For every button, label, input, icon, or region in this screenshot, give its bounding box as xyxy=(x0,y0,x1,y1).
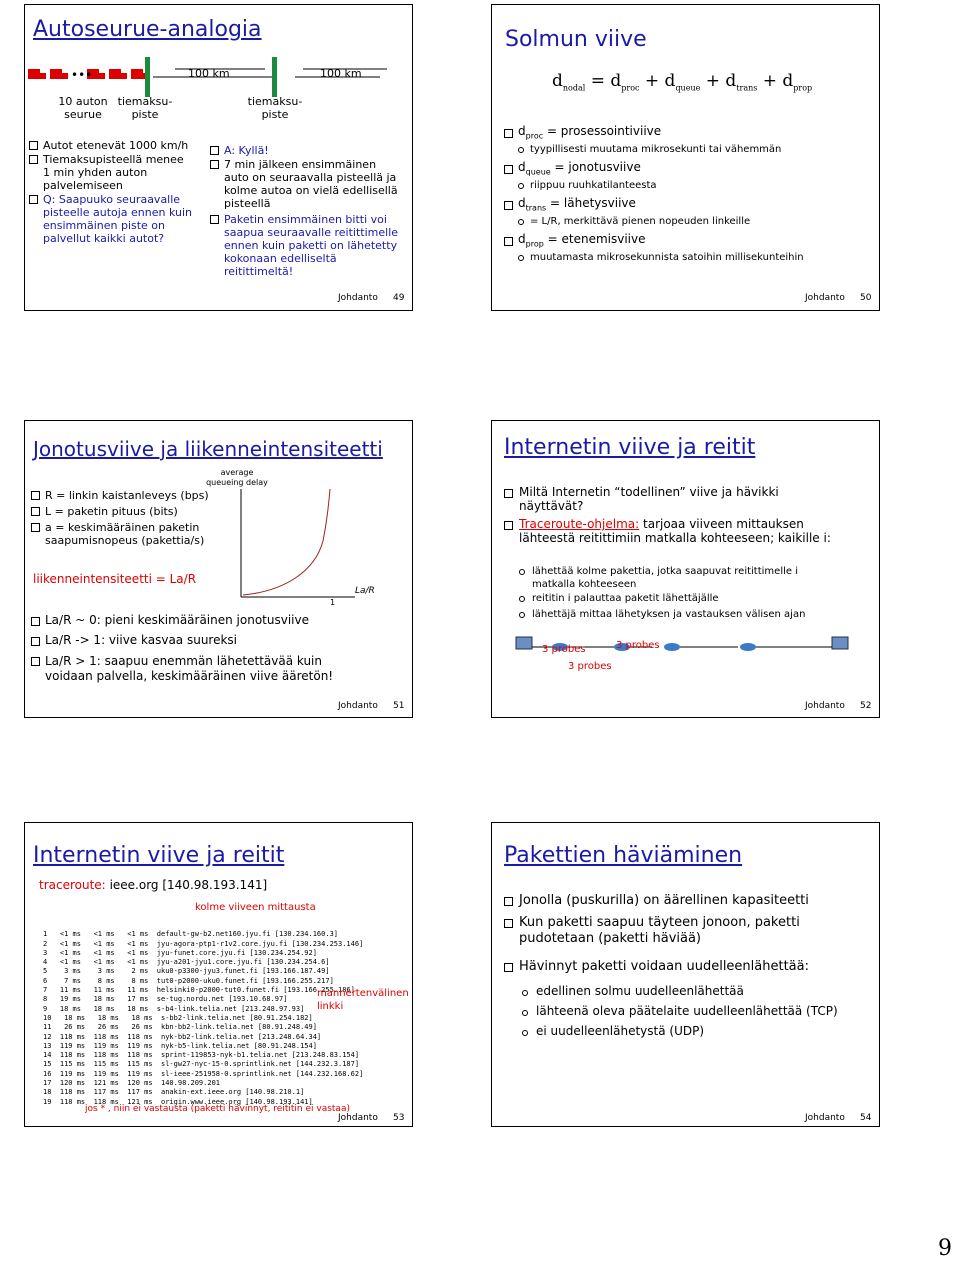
slide-51 xyxy=(24,420,413,718)
slide-number: 50 xyxy=(860,293,872,303)
delay-trans: $d_{trans}$ = lähetysviive xyxy=(518,196,636,213)
bullet-icon xyxy=(31,491,40,500)
delay-prop: $d_{prop}$ = etenemisviive xyxy=(518,232,646,249)
intensity-definition: liikenneintensiteetti = La/R xyxy=(33,572,197,586)
slide-title: Internetin viive ja reitit xyxy=(504,435,756,460)
probes-label: 3 probes xyxy=(568,661,612,672)
note-transatlantic-link: mannertenvälinen linkki xyxy=(317,988,409,1012)
bullet-text: L = paketin pituus (bits) xyxy=(45,505,178,518)
router-icon xyxy=(664,643,680,651)
bullet-text: Q: Saapuuko seuraavalle pisteelle autoja ennen kuin ensimmäinen piste on palvellut kaikki autot? xyxy=(43,193,193,245)
sub-bullet-text: lähteenä oleva päätelaite uudelleenlähettää (TCP) xyxy=(536,1004,838,1018)
sub-bullet-icon xyxy=(518,183,524,189)
slide-number: 52 xyxy=(860,701,872,711)
case-text: La/R ~ 0: pieni keskimääräinen jonotusviive xyxy=(45,613,309,627)
bullet-text: Miltä Internetin “todellinen” viive ja hävikki näyttävät? xyxy=(519,485,779,513)
delay-queue: $d_{queue}$ = jonotusviive xyxy=(518,160,641,177)
bullet-icon xyxy=(504,489,513,498)
slide-title: Internetin viive ja reitit xyxy=(33,843,285,868)
bullet-text: Kun paketti saapuu täyteen jonoon, paketti pudotetaan (paketti häviää) xyxy=(519,915,800,946)
bullet-icon xyxy=(504,201,513,210)
sub-bullet-icon xyxy=(522,990,528,996)
footer-label: Johdanto xyxy=(805,701,845,711)
footer-label: Johdanto xyxy=(338,1113,378,1123)
slide-number: 54 xyxy=(860,1113,872,1123)
delay-prop-detail: muutamasta mikrosekunnista satoihin millisekunteihin xyxy=(530,252,804,263)
bullet-icon xyxy=(210,215,219,224)
probes-label: 3 probes xyxy=(616,640,660,651)
sub-bullet-icon xyxy=(518,147,524,153)
sub-bullet-icon xyxy=(519,596,525,602)
bullet-icon xyxy=(504,237,513,246)
slide-title: Solmun viive xyxy=(505,27,647,52)
bullet-icon xyxy=(31,617,40,626)
slide-50 xyxy=(491,4,880,311)
traceroute-output: 1 <1 ms <1 ms <1 ms default-gw-b2.net160.jyu.fi [130.234.160.3] 2 <1 ms <1 ms <1 ms jyu-agora-ptp1-r1v2.core.jyu.fi [130.234.253.146] 3 <1 ms <1 ms <1 ms jyu-funet.core.jyu.fi [130.234.254.92] 4 <1 ms <1 ms <1 ms jyu-a201-jyu1.core.jyu.fi [130.234.254.6] 5 3 ms 3 ms 2 ms uku0-p3300-jyu3.funet.fi [193.166.187.49] 6 7 ms 8 ms 8 ms tut0-p2000-uku0.funet.fi [193.166.255.217] 7 11 ms 11 ms 11 ms helsinki0-p2000-tut0.funet.fi [193.166.255.186] 8 19 ms 18 ms 17 ms se-tug.nordu.net [193.10.68.97] 9 18 ms 18 ms 18 ms s-b4-link.telia.net [213.248.97.93] 10 18 ms 18 ms 18 ms s-bb2-link.telia.net [80.91.254.182] 11 26 ms 26 ms 26 ms kbn-bb2-link.telia.net [80.91.248.49] 12 118 ms 118 ms 118 ms nyk-bb2-link.telia.net [213.248.64.34] 13 119 ms 119 ms 119 ms nyk-b5-link.telia.net [80.91.248.154] 14 118 ms 118 ms 118 ms sprint-119853-nyk-b1.telia.net [213.248.83.154] 15 115 ms 115 ms 115 ms sl-gw27-nyc-15-0.sprintlink.net [144.232.3.187] 16 119 ms 119 ms 119 ms sl-ieee-251958-0.sprintlink.net [144.232.168.62] 17 120 ms 121 ms 120 ms 140.98.209.201 18 118 ms 117 ms 117 ms anakin-ext.ieee.org [140.98.210.1] 19 118 ms 118 ms 121 ms origin.www.ieee.org [140.98.193.141] xyxy=(43,930,364,1106)
bullet-icon xyxy=(29,195,38,204)
footer-label: Johdanto xyxy=(805,293,845,303)
chart-x-tick: 1 xyxy=(330,598,336,607)
bullet-icon xyxy=(504,165,513,174)
router-icon xyxy=(740,643,756,651)
toll-label-1: tiemaksu-piste xyxy=(117,95,173,121)
bullet-icon xyxy=(31,507,40,516)
bullet-icon xyxy=(504,897,513,906)
sub-bullet-icon xyxy=(518,219,524,225)
probes-label: 3 probes xyxy=(542,644,586,655)
bullet-text: R = linkin kaistanleveys (bps) xyxy=(45,489,209,502)
slide-number: 51 xyxy=(393,701,405,711)
bullet-text: a = keskimääräinen paketin saapumisnopeus (pakettia/s) xyxy=(45,521,205,547)
bullet-icon xyxy=(504,521,513,530)
bullet-icon xyxy=(29,155,38,164)
delay-formula: $d_{nodal} = d_{proc} + d_{queue} + d_{trans} + d_{prop}$ xyxy=(552,71,813,93)
slide-number: 49 xyxy=(393,293,405,303)
sub-bullet-text: lähettää kolme pakettia, jotka saapuvat reitittimelle i matkalla kohteeseen xyxy=(532,566,798,590)
slide-52 xyxy=(491,420,880,718)
slide-53 xyxy=(24,822,413,1127)
note-three-measurements: kolme viiveen mittausta xyxy=(195,902,316,913)
note-no-response: jos * , niin ei vastausta (paketti hävinnyt, reititin ei vastaa) xyxy=(85,1104,350,1114)
bullet-text: Hävinnyt paketti voidaan uudelleenlähettää: xyxy=(519,959,809,974)
answer-text: A: Kyllä! xyxy=(224,144,269,157)
slide-number: 53 xyxy=(393,1113,405,1123)
traceroute-heading: traceroute: ieee.org [140.98.193.141] xyxy=(39,878,268,892)
bullet-text: Jonolla (puskurilla) on äärellinen kapasiteetti xyxy=(519,893,809,908)
bullet-icon xyxy=(29,141,38,150)
bullet-text: 7 min jälkeen ensimmäinen auto on seuraavalla pisteellä ja kolme autoa on vielä edellisellä pisteellä xyxy=(224,158,398,210)
bullet-icon xyxy=(210,160,219,169)
sub-bullet-text: ei uudelleenlähetystä (UDP) xyxy=(536,1024,705,1038)
footer-label: Johdanto xyxy=(338,701,378,711)
bullet-icon xyxy=(504,129,513,138)
delay-queue-detail: riippuu ruuhkatilanteesta xyxy=(530,180,657,191)
sub-bullet-icon xyxy=(518,255,524,261)
svg-text:•••: ••• xyxy=(71,68,93,82)
chart-x-label: La/R xyxy=(355,586,375,596)
bullet-icon xyxy=(210,146,219,155)
bullet-icon xyxy=(31,657,40,666)
bullet-icon xyxy=(31,523,40,532)
computer-icon xyxy=(516,637,532,649)
page-number: 9 xyxy=(938,1236,952,1261)
case-text: La/R -> 1: viive kasvaa suureksi xyxy=(45,633,238,647)
delay-trans-detail: = L/R, merkittävä pienen nopeuden linkeille xyxy=(530,216,751,227)
sub-bullet-icon xyxy=(522,1030,528,1036)
sub-bullet-icon xyxy=(519,612,525,618)
toll-label-2: tiemaksu-piste xyxy=(247,95,303,121)
distance-label-1: 100 km xyxy=(188,67,230,80)
case-text: La/R > 1: saapuu enemmän lähetettävää kuin voidaan palvella, keskimääräinen viive ääretön! xyxy=(45,654,334,683)
sub-bullet-text: edellinen solmu uudelleenlähettää xyxy=(536,984,744,998)
sub-bullet-icon xyxy=(519,569,525,575)
slide-54 xyxy=(491,822,880,1127)
footer-label: Johdanto xyxy=(338,293,378,303)
delay-proc-detail: tyypillisesti muutama mikrosekunti tai vähemmän xyxy=(530,144,782,155)
slide-title: Jonotusviive ja liikenneintensiteetti xyxy=(33,437,383,461)
computer-icon xyxy=(832,637,848,649)
bullet-icon xyxy=(31,637,40,646)
slide-49 xyxy=(24,4,413,311)
traceroute-diagram xyxy=(512,633,872,677)
sub-bullet-text: reititin i palauttaa paketit lähettäjälle xyxy=(532,593,719,604)
cars-label: 10 auton seurue xyxy=(58,95,108,121)
bullet-text: Autot etenevät 1000 km/h xyxy=(43,139,189,152)
distance-label-2: 100 km xyxy=(320,67,362,80)
slide-title: Autoseurue-analogia xyxy=(33,17,262,42)
bullet-text: Tiemaksupisteellä menee 1 min yhden auton palvelemiseen xyxy=(43,153,184,192)
bullet-icon xyxy=(504,919,513,928)
chart-y-label-2: queueing delay xyxy=(206,478,268,487)
bullet-text: Traceroute-ohjelma: tarjoaa viiveen mittauksen lähteestä reitittimiin matkalla kohteeseen; kaikille i: xyxy=(519,517,831,545)
slide-title: Pakettien häviäminen xyxy=(504,843,743,868)
bullet-text: Paketin ensimmäinen bitti voi saapua seuraavalle reitittimelle ennen kuin paketti on lähetetty kokonaan edelliseltä reitittimeltä! xyxy=(224,213,399,278)
delay-curve xyxy=(243,489,330,595)
bullet-icon xyxy=(504,963,513,972)
footer-label: Johdanto xyxy=(805,1113,845,1123)
delay-proc: $d_{proc}$ = prosessointiviive xyxy=(518,124,662,141)
chart-y-label-1: average xyxy=(220,468,254,477)
sub-bullet-icon xyxy=(522,1010,528,1016)
sub-bullet-text: lähettäjä mittaa lähetyksen ja vastauksen välisen ajan xyxy=(532,609,806,620)
queueing-delay-chart xyxy=(205,461,405,621)
